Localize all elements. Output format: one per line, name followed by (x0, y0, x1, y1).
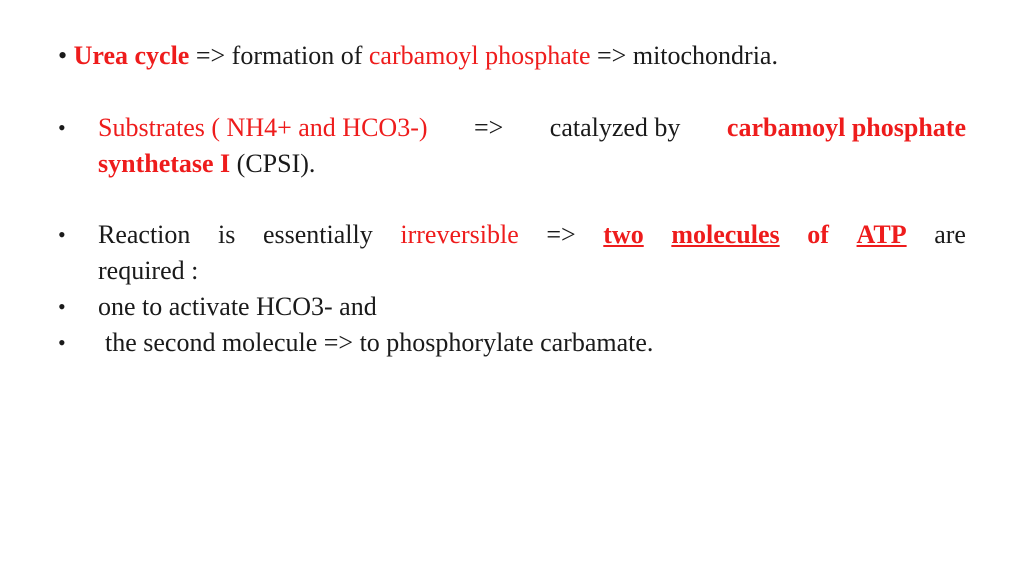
word-is: is (218, 220, 236, 249)
text-activate: one to activate HCO3- and (98, 292, 377, 321)
bullet-urea-cycle (58, 38, 778, 74)
bullet-reaction-line1 (98, 217, 966, 253)
arrow: => (195, 41, 226, 70)
bullet-activate-hco3 (98, 289, 377, 325)
bullet-marker: • (58, 222, 66, 247)
bullet-marker: • (58, 41, 68, 70)
arrow: => (473, 113, 504, 142)
bullet-substrates-line1 (98, 110, 966, 146)
text-mitochondria: mitochondria. (632, 41, 778, 70)
term-two: two (603, 220, 644, 249)
bullet-marker: • (58, 115, 66, 140)
enzyme-name-part1: carbamoyl phosphate (726, 113, 966, 142)
word-required: required : (98, 256, 199, 285)
word-reaction: Reaction (98, 220, 191, 249)
term-carbamoyl-phosphate: carbamoyl phosphate (368, 41, 591, 70)
bullet-reaction-line2 (98, 253, 198, 289)
term-irreversible: irreversible (400, 220, 519, 249)
term-atp: ATP (856, 220, 907, 249)
bullet-marker: • (58, 330, 66, 355)
bullet-second-molecule (105, 325, 653, 361)
arrow: => (597, 41, 627, 70)
enzyme-abbreviation: (CPSI). (236, 149, 316, 178)
arrow: => (546, 220, 576, 249)
term-urea-cycle: Urea cycle (73, 41, 190, 70)
word-are: are (934, 220, 966, 249)
text-catalyzed-by: catalyzed by (549, 113, 681, 142)
term-of: of (807, 220, 829, 249)
enzyme-name-part2: synthetase I (98, 149, 231, 178)
text-second-molecule: the second molecule => to phosphorylate carbamate. (105, 328, 654, 357)
bullet-substrates-line2 (98, 146, 315, 182)
term-molecules: molecules (671, 220, 780, 249)
bullet-marker: • (58, 294, 66, 319)
term-substrates: Substrates ( NH4+ and HCO3-) (98, 113, 428, 142)
text-formation: formation of (231, 41, 363, 70)
word-essentially: essentially (262, 220, 373, 249)
